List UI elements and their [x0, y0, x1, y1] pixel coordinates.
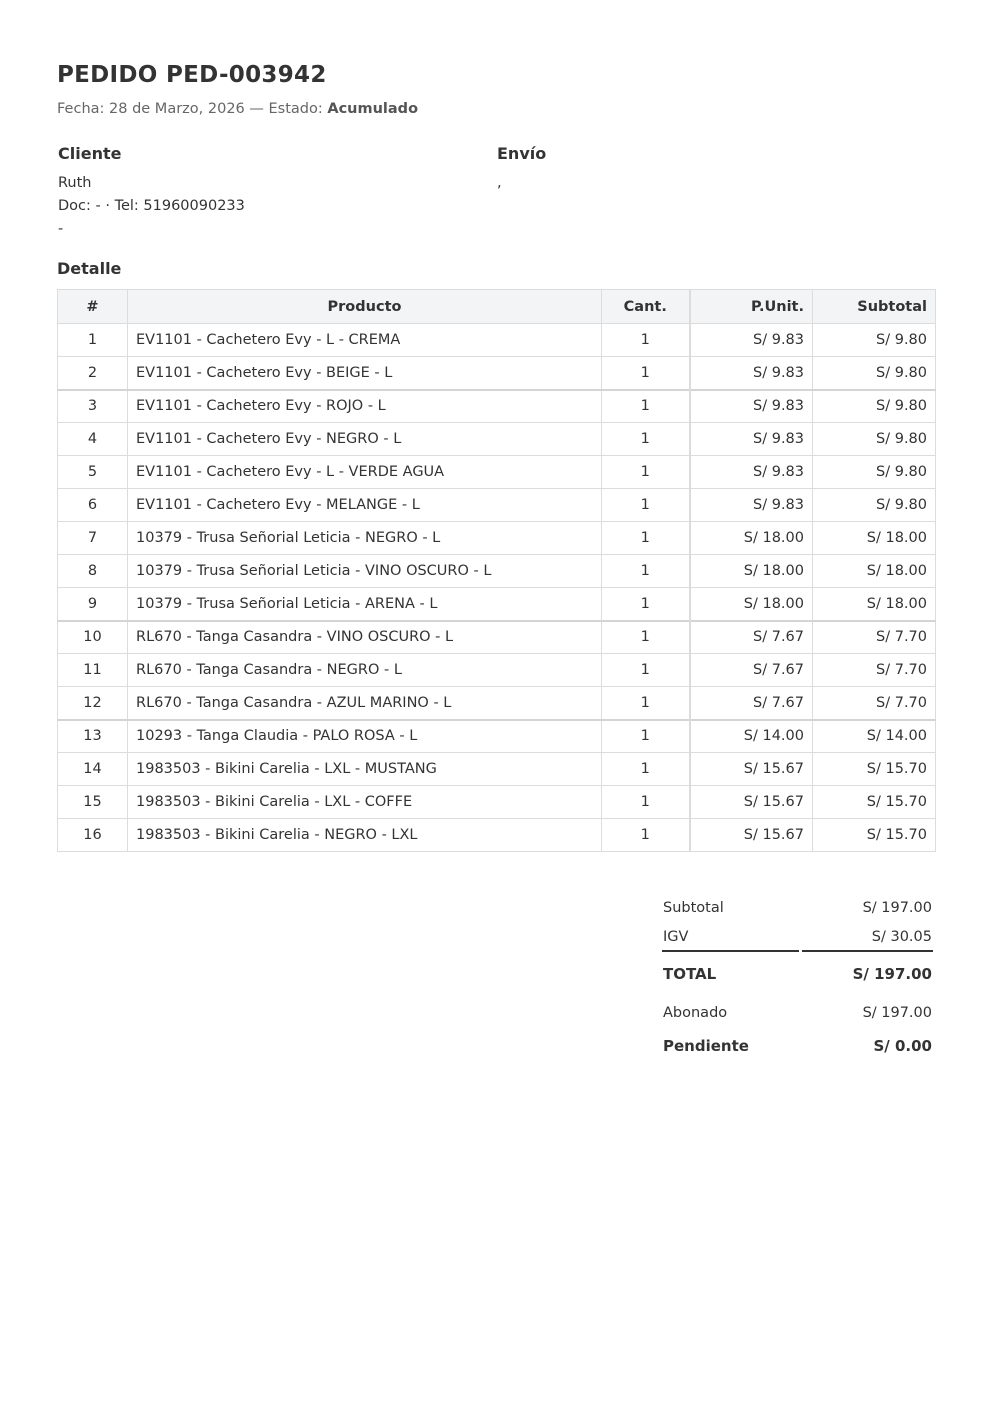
row-quantity: 1: [602, 720, 690, 753]
row-product: RL670 - Tanga Casandra - NEGRO - L: [128, 654, 602, 687]
row-subtotal: S/ 9.80: [813, 489, 936, 522]
row-number: 10: [58, 621, 128, 654]
row-quantity: 1: [602, 786, 690, 819]
row-quantity: 1: [602, 456, 690, 489]
row-number: 5: [58, 456, 128, 489]
row-number: 16: [58, 819, 128, 852]
igv-value: S/ 30.05: [871, 929, 932, 945]
row-product: 10379 - Trusa Señorial Leticia - VINO OSCURO - L: [128, 555, 602, 588]
subtotal-value: S/ 197.00: [862, 899, 932, 916]
paid-value: S/ 197.00: [862, 1004, 932, 1021]
row-unit-price: S/ 15.67: [690, 786, 813, 819]
totals-igv-row: [660, 922, 935, 952]
row-number: 6: [58, 489, 128, 522]
row-product: 1983503 - Bikini Carelia - LXL - COFFE: [128, 786, 602, 819]
col-unit-price: P.Unit.: [690, 290, 813, 324]
row-quantity: 1: [602, 621, 690, 654]
items-table: [57, 289, 936, 852]
row-product: EV1101 - Cachetero Evy - NEGRO - L: [128, 423, 602, 456]
col-subtotal: Subtotal: [813, 290, 936, 324]
page-title: PEDIDO PED-003942: [57, 62, 327, 88]
row-quantity: 1: [602, 654, 690, 687]
row-subtotal: S/ 9.80: [813, 423, 936, 456]
row-unit-price: S/ 14.00: [690, 720, 813, 753]
row-subtotal: S/ 15.70: [813, 786, 936, 819]
row-unit-price: S/ 9.83: [690, 489, 813, 522]
date-label: Fecha:: [57, 101, 105, 117]
row-unit-price: S/ 9.83: [690, 423, 813, 456]
client-heading: Cliente: [58, 144, 122, 163]
meta-separator: —: [249, 101, 264, 117]
total-value: S/ 197.00: [852, 965, 932, 983]
row-unit-price: S/ 7.67: [690, 687, 813, 720]
row-product: EV1101 - Cachetero Evy - BEIGE - L: [128, 357, 602, 390]
row-number: 13: [58, 720, 128, 753]
row-unit-price: S/ 15.67: [690, 819, 813, 852]
row-quantity: 1: [602, 390, 690, 423]
subtotal-label: Subtotal: [663, 899, 724, 916]
row-subtotal: S/ 18.00: [813, 588, 936, 621]
row-number: 4: [58, 423, 128, 456]
totals-paid-row: [660, 996, 935, 1029]
igv-label: IGV: [663, 929, 689, 945]
row-subtotal: S/ 7.70: [813, 687, 936, 720]
col-number: #: [58, 290, 128, 324]
totals-total-row: [660, 952, 935, 996]
client-name: Ruth: [58, 175, 92, 191]
row-unit-price: S/ 18.00: [690, 555, 813, 588]
row-number: 12: [58, 687, 128, 720]
col-product: Producto: [128, 290, 602, 324]
pending-value: S/ 0.00: [873, 1036, 932, 1055]
row-product: EV1101 - Cachetero Evy - L - VERDE AGUA: [128, 456, 602, 489]
client-extra: -: [58, 221, 64, 237]
table-row: [58, 786, 936, 819]
totals-pending-row: [660, 1029, 935, 1062]
total-label: TOTAL: [663, 965, 717, 983]
row-unit-price: S/ 7.67: [690, 621, 813, 654]
row-number: 3: [58, 390, 128, 423]
row-product: 1983503 - Bikini Carelia - NEGRO - LXL: [128, 819, 602, 852]
row-subtotal: S/ 9.80: [813, 390, 936, 423]
table-row: [58, 687, 936, 720]
row-subtotal: S/ 9.80: [813, 357, 936, 390]
row-subtotal: S/ 15.70: [813, 753, 936, 786]
order-date: 28 de Marzo, 2026: [109, 101, 245, 117]
col-quantity: Cant.: [602, 290, 690, 324]
row-subtotal: S/ 7.70: [813, 654, 936, 687]
row-quantity: 1: [602, 687, 690, 720]
table-row: [58, 753, 936, 786]
row-product: 10293 - Tanga Claudia - PALO ROSA - L: [128, 720, 602, 753]
row-number: 7: [58, 522, 128, 555]
row-product: EV1101 - Cachetero Evy - L - CREMA: [128, 324, 602, 357]
row-quantity: 1: [602, 753, 690, 786]
row-quantity: 1: [602, 819, 690, 852]
order-status: Acumulado: [327, 101, 419, 117]
table-row: [58, 423, 936, 456]
row-product: 10379 - Trusa Señorial Leticia - ARENA - L: [128, 588, 602, 621]
status-label: Estado:: [268, 101, 323, 117]
order-meta: [57, 101, 418, 117]
row-subtotal: S/ 9.80: [813, 324, 936, 357]
row-unit-price: S/ 9.83: [690, 324, 813, 357]
pending-label: Pendiente: [663, 1036, 749, 1055]
table-row: [58, 588, 936, 621]
row-unit-price: S/ 18.00: [690, 522, 813, 555]
row-number: 8: [58, 555, 128, 588]
row-subtotal: S/ 18.00: [813, 522, 936, 555]
table-row: [58, 522, 936, 555]
row-number: 2: [58, 357, 128, 390]
row-subtotal: S/ 9.80: [813, 456, 936, 489]
shipping-info: [497, 172, 502, 195]
row-number: 15: [58, 786, 128, 819]
row-unit-price: S/ 9.83: [690, 357, 813, 390]
table-row: [58, 324, 936, 357]
table-row: [58, 654, 936, 687]
row-unit-price: S/ 9.83: [690, 456, 813, 489]
row-product: 1983503 - Bikini Carelia - LXL - MUSTANG: [128, 753, 602, 786]
shipping-address: ,: [497, 175, 502, 191]
row-subtotal: S/ 14.00: [813, 720, 936, 753]
row-unit-price: S/ 7.67: [690, 654, 813, 687]
client-info: [58, 172, 245, 241]
table-row: [58, 357, 936, 390]
table-row: [58, 456, 936, 489]
row-quantity: 1: [602, 522, 690, 555]
row-number: 14: [58, 753, 128, 786]
row-product: EV1101 - Cachetero Evy - ROJO - L: [128, 390, 602, 423]
row-quantity: 1: [602, 555, 690, 588]
totals-summary: [660, 893, 935, 1062]
row-number: 9: [58, 588, 128, 621]
row-unit-price: S/ 18.00: [690, 588, 813, 621]
table-row: [58, 555, 936, 588]
client-doc-phone: Doc: - · Tel: 51960090233: [58, 198, 245, 214]
paid-label: Abonado: [663, 1004, 728, 1021]
row-product: 10379 - Trusa Señorial Leticia - NEGRO - L: [128, 522, 602, 555]
table-row: [58, 390, 936, 423]
row-subtotal: S/ 15.70: [813, 819, 936, 852]
row-quantity: 1: [602, 324, 690, 357]
row-number: 11: [58, 654, 128, 687]
row-product: RL670 - Tanga Casandra - VINO OSCURO - L: [128, 621, 602, 654]
table-row: [58, 489, 936, 522]
row-number: 1: [58, 324, 128, 357]
row-unit-price: S/ 9.83: [690, 390, 813, 423]
detail-heading: Detalle: [57, 259, 122, 278]
row-subtotal: S/ 7.70: [813, 621, 936, 654]
row-unit-price: S/ 15.67: [690, 753, 813, 786]
row-quantity: 1: [602, 588, 690, 621]
row-quantity: 1: [602, 423, 690, 456]
table-row: [58, 819, 936, 852]
table-header-row: [58, 290, 936, 324]
shipping-heading: Envío: [497, 144, 547, 163]
table-row: [58, 621, 936, 654]
totals-subtotal-row: [660, 893, 935, 922]
table-row: [58, 720, 936, 753]
row-product: EV1101 - Cachetero Evy - MELANGE - L: [128, 489, 602, 522]
row-quantity: 1: [602, 357, 690, 390]
row-subtotal: S/ 18.00: [813, 555, 936, 588]
row-quantity: 1: [602, 489, 690, 522]
row-product: RL670 - Tanga Casandra - AZUL MARINO - L: [128, 687, 602, 720]
